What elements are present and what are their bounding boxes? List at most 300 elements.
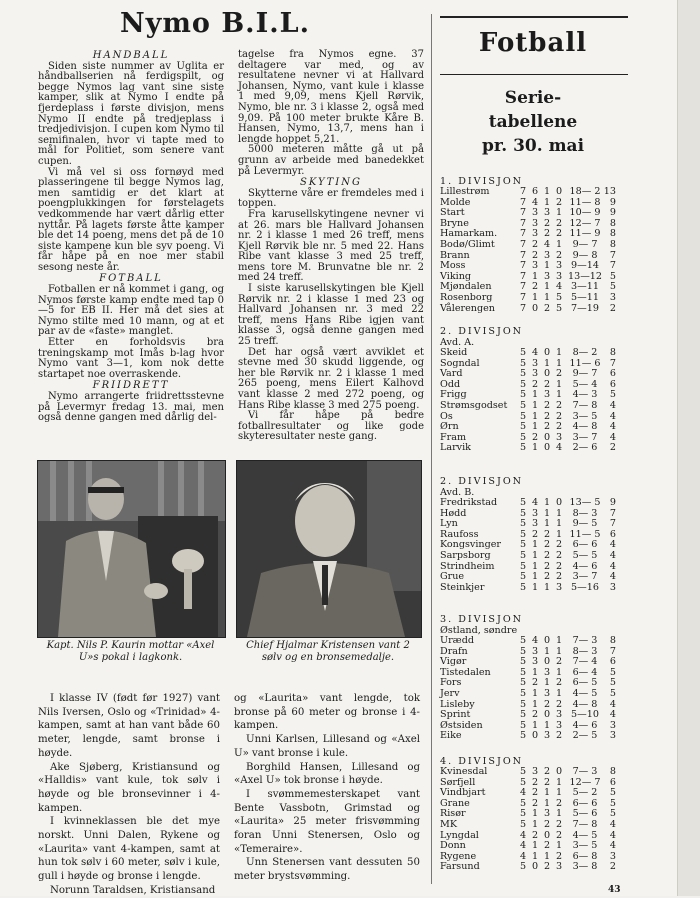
drawn-cell: 0 <box>544 442 551 454</box>
lost-cell: 3 <box>556 709 563 721</box>
goals-cell: 3—11 <box>571 281 599 293</box>
points-cell: 4 <box>609 560 616 572</box>
points-cell: 8 <box>609 228 617 240</box>
lost-cell: 2 <box>556 829 563 841</box>
goals-cell: 7— 4 <box>572 656 598 668</box>
table-row <box>440 304 616 315</box>
won-cell: 1 <box>532 808 539 820</box>
team-name-cell: Rygene <box>440 850 477 862</box>
subheading-line-3: pr. 30. mai <box>481 136 585 156</box>
played-cell: 5 <box>520 539 527 551</box>
goals-cell: 7— 8 <box>572 818 598 830</box>
drawn-cell: 2 <box>544 560 551 572</box>
points-cell: 7 <box>609 507 616 519</box>
drawn-cell: 2 <box>544 421 551 433</box>
paragraph: og «Laurita» vant lengde, tok bronse på 60 meter og bronse i 4-kampen. <box>234 693 420 732</box>
points-cell: 6 <box>609 368 616 380</box>
team-name-cell: Raufoss <box>440 528 479 540</box>
played-cell: 5 <box>520 581 527 593</box>
drawn-cell: 2 <box>544 228 551 240</box>
lost-cell: 1 <box>556 840 563 852</box>
drawn-cell: 2 <box>544 776 551 788</box>
played-cell: 7 <box>520 291 527 303</box>
table-row <box>440 401 616 412</box>
goals-cell: 7—19 <box>571 302 599 314</box>
table-row <box>440 498 616 509</box>
won-cell: 1 <box>532 291 539 303</box>
lost-cell: 2 <box>556 249 563 261</box>
league-title: 2. DIVISJON <box>440 476 524 487</box>
lost-cell: 1 <box>556 687 563 699</box>
goals-cell: 11— 6 <box>569 357 601 369</box>
lost-cell: 3 <box>556 260 563 272</box>
photo-caption-left: Kapt. Nils P. Kaurin mottar «Axel U»s pokal i lagkonk. <box>46 640 215 663</box>
lost-cell: 1 <box>556 238 563 250</box>
team-name-cell: Grane <box>440 797 470 809</box>
drawn-cell: 0 <box>544 829 551 841</box>
points-cell: 4 <box>609 840 616 852</box>
points-cell: 4 <box>609 698 616 710</box>
won-cell: 2 <box>532 238 539 250</box>
lost-cell: 1 <box>556 787 563 799</box>
drawn-cell: 1 <box>544 260 551 272</box>
lost-cell: 0 <box>556 186 563 197</box>
played-cell: 5 <box>520 421 527 433</box>
results-column-left <box>38 692 220 898</box>
team-name-cell: Tistedalen <box>440 666 491 678</box>
played-cell: 5 <box>520 442 527 454</box>
standings-table <box>440 636 616 742</box>
team-name-cell: Strindheim <box>440 560 495 572</box>
played-cell: 5 <box>520 861 527 873</box>
lost-cell: 1 <box>556 776 563 788</box>
lost-cell: 1 <box>556 207 563 219</box>
lost-cell: 4 <box>556 281 563 293</box>
sports-column-middle <box>238 50 424 443</box>
team-name-cell: Viking <box>440 270 472 282</box>
won-cell: 3 <box>532 228 539 240</box>
drawn-cell: 2 <box>544 302 551 314</box>
team-name-cell: Bryne <box>440 217 469 229</box>
team-name-cell: Risør <box>440 808 466 820</box>
team-name-cell: Sogndal <box>440 357 480 369</box>
team-name-cell: Brann <box>440 249 470 261</box>
won-cell: 1 <box>532 698 539 710</box>
goals-cell: 8— 3 <box>572 507 598 519</box>
drawn-cell: 2 <box>544 217 551 229</box>
results-column-right <box>234 692 420 884</box>
team-name-cell: Mjøndalen <box>440 281 492 293</box>
played-cell: 7 <box>520 228 527 240</box>
played-cell: 5 <box>520 378 527 390</box>
lost-cell: 2 <box>556 571 563 583</box>
points-cell: 4 <box>609 410 616 422</box>
table-row <box>440 820 616 831</box>
drawn-cell: 2 <box>544 539 551 551</box>
drawn-cell: 2 <box>544 571 551 583</box>
team-name-cell: Kvinesdal <box>440 766 488 777</box>
goals-cell: 12— 7 <box>569 776 601 788</box>
points-cell: 7 <box>609 249 617 261</box>
played-cell: 5 <box>520 389 527 401</box>
team-name-cell: Vard <box>440 368 463 380</box>
goals-cell: 7— 3 <box>572 635 598 646</box>
table-row <box>440 689 616 700</box>
photo-chief-medals-image <box>237 461 421 637</box>
lost-cell: 2 <box>556 196 563 208</box>
points-cell: 7 <box>609 260 617 272</box>
team-name-cell: Fredrikstad <box>440 497 498 508</box>
lost-cell: 2 <box>556 797 563 809</box>
drawn-cell: 1 <box>544 787 551 799</box>
lost-cell: 1 <box>556 347 563 358</box>
lost-cell: 3 <box>556 431 563 443</box>
goals-cell: 9— 8 <box>572 249 598 261</box>
drawn-cell: 3 <box>544 666 551 678</box>
won-cell: 2 <box>532 431 539 443</box>
column-divider <box>431 14 432 884</box>
goals-cell: 13— 5 <box>569 497 601 508</box>
lost-cell: 1 <box>556 518 563 530</box>
football-heading: Fotball <box>478 28 588 58</box>
section-heading: FRIIDRETT <box>92 380 170 392</box>
won-cell: 2 <box>532 528 539 540</box>
points-cell: 2 <box>609 861 616 873</box>
goals-cell: 5—10 <box>571 709 599 721</box>
league-title: 4. DIVISJON <box>440 756 524 767</box>
paragraph: Etter en forholdsvis bra treningskamp mot Imås b-lag hvor Nymo vant 3—1, kom nok dette startapet noe overraskende. <box>38 337 224 380</box>
goals-cell: 10— 9 <box>569 207 601 219</box>
played-cell: 5 <box>520 549 527 561</box>
table-row <box>440 767 616 778</box>
photo-chief-medals <box>236 460 422 638</box>
won-cell: 3 <box>532 507 539 519</box>
team-name-cell: Kongsvinger <box>440 539 502 551</box>
won-cell: 1 <box>532 850 539 862</box>
goals-cell: 9— 7 <box>572 368 598 380</box>
table-row <box>440 583 616 594</box>
drawn-cell: 2 <box>544 818 551 830</box>
table-row <box>440 731 616 742</box>
won-cell: 1 <box>532 389 539 401</box>
played-cell: 5 <box>520 677 527 689</box>
played-cell: 5 <box>520 347 527 358</box>
won-cell: 1 <box>532 549 539 561</box>
won-cell: 3 <box>532 766 539 777</box>
team-name-cell: Frigg <box>440 389 467 401</box>
played-cell: 5 <box>520 497 527 508</box>
drawn-cell: 1 <box>544 581 551 593</box>
photo-captain-trophy-image <box>38 461 225 637</box>
points-cell: 5 <box>609 389 616 401</box>
paragraph: tagelse fra Nymos egne. 37 deltagere var med, og av resultatene nevner vi at Hallvard Johansen, Nymo, vant kule i klasse 1 med 9,09, mens Kjell Rørvik, Nymo, ble nr. 3 i klasse 2, også med 9,09. På 100 meter brukte Kåre B. Hansen, Nymo, 13,7, mens han i lengde hoppet 5,21. <box>238 49 424 145</box>
won-cell: 2 <box>532 281 539 293</box>
won-cell: 2 <box>532 677 539 689</box>
paragraph: 5000 meteren måtte gå ut på grunn av arbeide med banedekket på Levermyr. <box>238 144 424 177</box>
lost-cell: 5 <box>556 291 563 303</box>
table-row <box>440 240 616 251</box>
lost-cell: 2 <box>556 368 563 380</box>
drawn-cell: 3 <box>544 207 551 219</box>
goals-cell: 6— 6 <box>572 539 598 551</box>
drawn-cell: 2 <box>544 528 551 540</box>
paragraph: I kvinneklassen ble det mye norskt. Unni Dalen, Rykene og «Laurita» vant 4-kampen, samt at hun tok sølv i 60 meter, sølv i kule, gull i høyde og bronse i lengde. <box>38 816 220 883</box>
team-name-cell: Lisleby <box>440 698 475 710</box>
played-cell: 7 <box>520 281 527 293</box>
drawn-cell: 2 <box>544 410 551 422</box>
lost-cell: 2 <box>556 421 563 433</box>
points-cell: 4 <box>609 818 616 830</box>
won-cell: 1 <box>532 410 539 422</box>
photo-caption-right: Chief Hjalmar Kristensen vant 2 sølv og en bronsemedalje. <box>246 640 410 663</box>
team-name-cell: Os <box>440 410 453 422</box>
drawn-cell: 0 <box>544 431 551 443</box>
goals-cell: 3— 5 <box>572 410 598 422</box>
points-cell: 6 <box>609 776 616 788</box>
goals-cell: 4— 5 <box>572 829 598 841</box>
won-cell: 0 <box>532 861 539 873</box>
won-cell: 2 <box>532 829 539 841</box>
drawn-cell: 2 <box>544 766 551 777</box>
team-name-cell: Vigør <box>440 656 467 668</box>
won-cell: 3 <box>532 645 539 657</box>
played-cell: 5 <box>520 560 527 572</box>
lost-cell: 2 <box>556 217 563 229</box>
team-name-cell: Drafn <box>440 645 468 657</box>
subheading-line-1: Serie- <box>504 88 562 108</box>
page-number: 43 <box>608 885 621 895</box>
won-cell: 1 <box>532 571 539 583</box>
team-name-cell: Hødd <box>440 507 467 519</box>
won-cell: 1 <box>532 666 539 678</box>
points-cell: 2 <box>609 302 617 314</box>
lost-cell: 2 <box>556 539 563 551</box>
team-name-cell: Larvik <box>440 442 471 454</box>
points-cell: 2 <box>609 442 616 454</box>
team-name-cell: Eike <box>440 730 462 742</box>
goals-cell: 9— 7 <box>572 238 598 250</box>
played-cell: 5 <box>520 656 527 668</box>
league-subtitle: Avd. A. <box>440 337 475 348</box>
standings-table <box>440 187 616 314</box>
points-cell: 5 <box>609 808 616 820</box>
points-cell: 5 <box>609 677 616 689</box>
points-cell: 5 <box>609 666 616 678</box>
drawn-cell: 1 <box>544 677 551 689</box>
points-cell: 4 <box>609 709 616 721</box>
won-cell: 2 <box>532 378 539 390</box>
drawn-cell: 3 <box>544 808 551 820</box>
league-title: 1. DIVISJON <box>440 176 524 187</box>
league-subtitle: Avd. B. <box>440 487 475 498</box>
won-cell: 6 <box>532 186 539 197</box>
goals-cell: 8— 2 <box>572 347 598 358</box>
won-cell: 3 <box>532 656 539 668</box>
won-cell: 2 <box>532 787 539 799</box>
table-row <box>440 551 616 562</box>
drawn-cell: 1 <box>544 797 551 809</box>
points-cell: 4 <box>609 829 616 841</box>
played-cell: 5 <box>520 410 527 422</box>
lost-cell: 2 <box>556 818 563 830</box>
points-cell: 8 <box>609 238 617 250</box>
goals-cell: 12— 7 <box>569 217 601 229</box>
team-name-cell: Jerv <box>440 687 460 699</box>
goals-cell: 7— 8 <box>572 399 598 411</box>
drawn-cell: 1 <box>544 507 551 519</box>
drawn-cell: 2 <box>544 378 551 390</box>
team-name-cell: Vålerengen <box>440 302 495 314</box>
lost-cell: 1 <box>556 666 563 678</box>
won-cell: 1 <box>532 560 539 572</box>
points-cell: 3 <box>609 719 616 731</box>
drawn-cell: 0 <box>544 347 551 358</box>
team-name-cell: Grue <box>440 571 465 583</box>
league-table <box>440 614 630 742</box>
lost-cell: 2 <box>556 850 563 862</box>
points-cell: 4 <box>609 539 616 551</box>
team-name-cell: Lyngdal <box>440 829 479 841</box>
won-cell: 1 <box>532 840 539 852</box>
goals-cell: 4— 3 <box>572 389 598 401</box>
league-table <box>440 326 630 454</box>
played-cell: 5 <box>520 797 527 809</box>
played-cell: 7 <box>520 217 527 229</box>
goals-cell: 4— 6 <box>572 560 598 572</box>
goals-cell: 6— 5 <box>572 677 598 689</box>
played-cell: 7 <box>520 196 527 208</box>
points-cell: 3 <box>609 730 616 742</box>
points-cell: 3 <box>609 291 617 303</box>
drawn-cell: 1 <box>544 645 551 657</box>
team-name-cell: Donn <box>440 840 466 852</box>
goals-cell: 2— 6 <box>572 442 598 454</box>
points-cell: 4 <box>609 421 616 433</box>
lost-cell: 2 <box>556 228 563 240</box>
points-cell: 7 <box>609 645 616 657</box>
won-cell: 1 <box>532 399 539 411</box>
paragraph: Nymo arrangerte friidrettsstevne på Levermyr fredag 13. mai, men også denne gangen med dårlig del- <box>38 391 224 424</box>
goals-cell: 5— 6 <box>572 808 598 820</box>
goals-cell: 11— 5 <box>569 528 601 540</box>
lost-cell: 1 <box>556 528 563 540</box>
played-cell: 5 <box>520 645 527 657</box>
goals-cell: 9— 5 <box>572 518 598 530</box>
points-cell: 6 <box>609 378 616 390</box>
goals-cell: 6— 6 <box>572 797 598 809</box>
goals-cell: 5— 5 <box>572 549 598 561</box>
lost-cell: 3 <box>556 719 563 731</box>
team-name-cell: Odd <box>440 378 461 390</box>
points-cell: 5 <box>609 787 616 799</box>
points-cell: 9 <box>609 497 616 508</box>
team-name-cell: Sprint <box>440 709 471 721</box>
team-name-cell: Lillestrøm <box>440 186 490 197</box>
played-cell: 7 <box>520 207 527 219</box>
played-cell: 5 <box>520 766 527 777</box>
won-cell: 3 <box>532 368 539 380</box>
lost-cell: 3 <box>556 270 563 282</box>
section-heading: FOTBALL <box>99 273 163 285</box>
goals-cell: 2— 5 <box>572 730 598 742</box>
table-row <box>440 293 616 304</box>
team-name-cell: Fram <box>440 431 467 443</box>
league-table <box>440 176 630 314</box>
top-rule <box>440 16 628 18</box>
points-cell: 6 <box>609 528 616 540</box>
table-subheading <box>440 86 626 158</box>
lost-cell: 2 <box>556 656 563 668</box>
won-cell: 1 <box>532 687 539 699</box>
paragraph: Fotballen er nå kommet i gang, og Nymos første kamp endte med tap 0—5 for EB II. Her må det sies at Nymo stilte med 10 mann, og at et par av de «faste» manglet. <box>38 284 224 338</box>
goals-cell: 3— 8 <box>572 861 598 873</box>
lost-cell: 4 <box>556 442 563 454</box>
drawn-cell: 1 <box>544 357 551 369</box>
league-title: 2. DIVISJON <box>440 326 524 337</box>
paragraph: Vi får håpe på bedre fotballresultater og like gode skyteresultater neste gang. <box>238 410 424 443</box>
won-cell: 4 <box>532 635 539 646</box>
goals-cell: 3— 5 <box>572 840 598 852</box>
points-cell: 9 <box>609 207 617 219</box>
lost-cell: 2 <box>556 399 563 411</box>
goals-cell: 5— 4 <box>572 378 598 390</box>
drawn-cell: 2 <box>544 861 551 873</box>
paragraph: Det har også vært avviklet et stevne med 30 skudd liggende, og her ble Rørvik nr. 2 i klasse 1 med 265 poeng, mens Eilert Kalhovd vant klasse 2 med 272 poeng, og Hans Ribe klasse 3 med 275 poeng. <box>238 346 424 411</box>
team-name-cell: Farsund <box>440 861 480 873</box>
played-cell: 7 <box>520 249 527 261</box>
played-cell: 4 <box>520 787 527 799</box>
team-name-cell: Hamarkam. <box>440 228 498 240</box>
goals-cell: 7— 3 <box>572 766 598 777</box>
lost-cell: 1 <box>556 378 563 390</box>
table-row <box>440 862 616 873</box>
won-cell: 3 <box>532 207 539 219</box>
won-cell: 1 <box>532 270 539 282</box>
team-name-cell: Strømsgodset <box>440 399 508 411</box>
played-cell: 5 <box>520 528 527 540</box>
played-cell: 4 <box>520 829 527 841</box>
section-heading: HANDBALL <box>92 50 170 61</box>
goals-cell: 6— 4 <box>572 666 598 678</box>
lost-cell: 1 <box>556 645 563 657</box>
paragraph: Ake Sjøberg, Kristiansund og «Halldis» vant kule, tok sølv i høyde og ble bronsevinner i 4-kampen. <box>38 761 220 814</box>
team-name-cell: Lyn <box>440 518 458 530</box>
won-cell: 3 <box>532 260 539 272</box>
points-cell: 8 <box>609 766 616 777</box>
played-cell: 4 <box>520 840 527 852</box>
won-cell: 4 <box>532 196 539 208</box>
table-row <box>440 187 616 198</box>
points-cell: 8 <box>609 347 616 358</box>
goals-cell: 4— 8 <box>572 421 598 433</box>
goals-cell: 11— 8 <box>569 196 601 208</box>
points-cell: 4 <box>609 399 616 411</box>
lost-cell: 1 <box>556 635 563 646</box>
goals-cell: 8— 3 <box>572 645 598 657</box>
drawn-cell: 1 <box>544 850 551 862</box>
points-cell: 5 <box>609 797 616 809</box>
won-cell: 1 <box>532 719 539 731</box>
played-cell: 7 <box>520 260 527 272</box>
lost-cell: 2 <box>556 410 563 422</box>
goals-cell: 6— 8 <box>572 850 598 862</box>
section-heading: SKYTING <box>299 177 362 189</box>
lost-cell: 2 <box>556 677 563 689</box>
played-cell: 7 <box>520 238 527 250</box>
points-cell: 13 <box>603 186 617 197</box>
played-cell: 5 <box>520 719 527 731</box>
lost-cell: 5 <box>556 302 563 314</box>
